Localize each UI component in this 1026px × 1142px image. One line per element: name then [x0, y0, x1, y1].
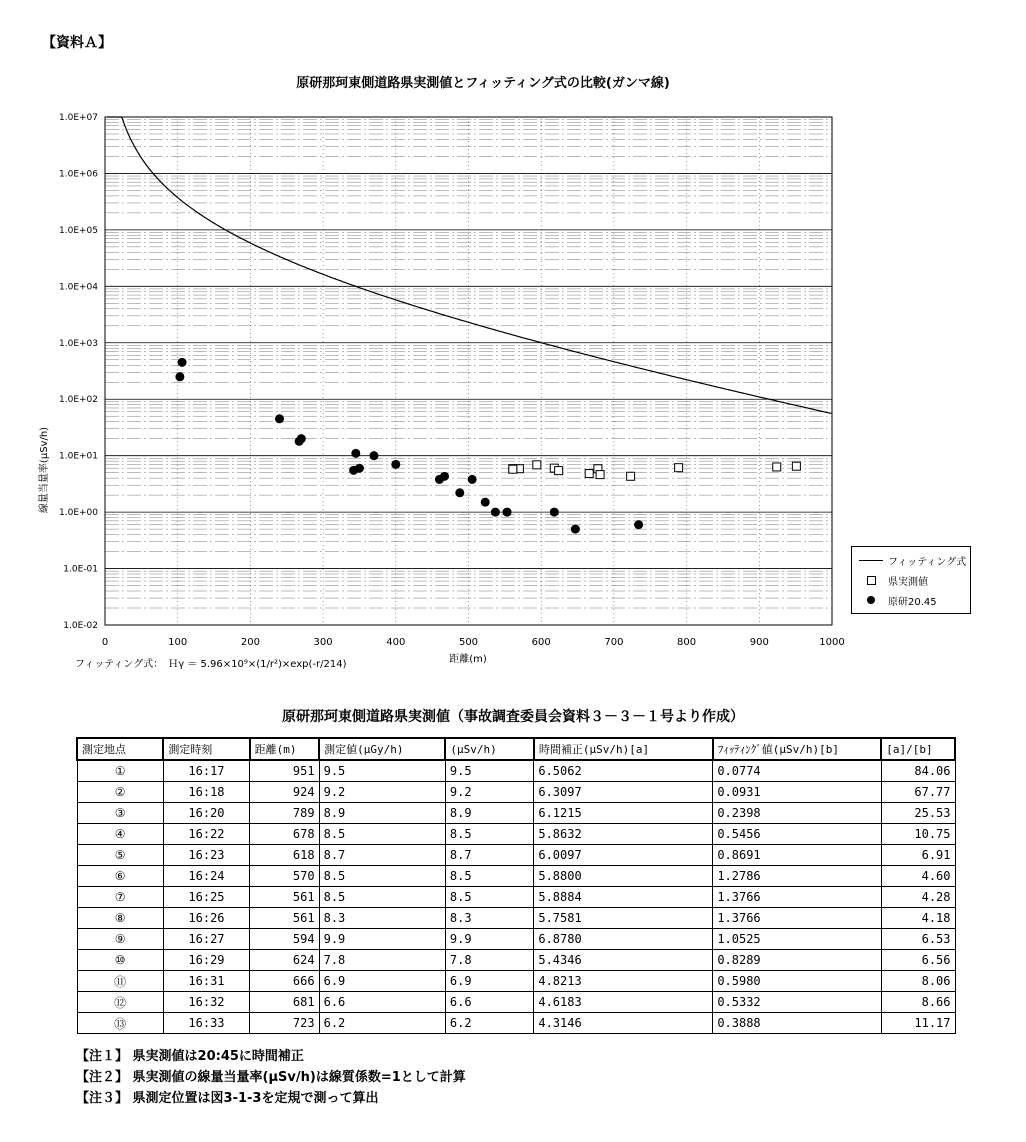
table-cell: 11.17 — [881, 1013, 955, 1034]
table-row — [77, 866, 955, 887]
legend-item-fit — [858, 553, 966, 567]
jaeri-point — [355, 464, 364, 473]
table-cell: 723 — [250, 1013, 319, 1034]
legend-label-prefecture: 県実測値 — [888, 576, 928, 588]
x-tick-label: 200 — [240, 637, 260, 648]
table-cell: 561 — [250, 887, 319, 908]
table-cell: 6.9 — [319, 971, 445, 992]
y-tick-labels — [59, 113, 98, 631]
prefecture-point — [773, 463, 781, 471]
table-cell: ⑩ — [77, 950, 163, 971]
jaeri-point — [440, 472, 449, 481]
table-cell: 1.2786 — [713, 866, 881, 887]
table-cell: 6.5062 — [534, 760, 713, 782]
table-cell: 16:33 — [163, 1013, 249, 1034]
table-cell: 6.0097 — [534, 845, 713, 866]
jaeri-point — [369, 451, 378, 460]
chart-title: 原研那珂東側道路県実測値とフィッティング式の比較(ガンマ線) — [296, 76, 670, 91]
y-tick-label: 1.0E+02 — [59, 395, 98, 406]
table-cell: ⑤ — [77, 845, 163, 866]
table-row — [77, 803, 955, 824]
table-cell: 6.2 — [319, 1013, 445, 1034]
table-cell: ④ — [77, 824, 163, 845]
table-cell: 8.5 — [319, 824, 445, 845]
x-tick-label: 0 — [101, 637, 109, 648]
table-cell: 6.8780 — [534, 929, 713, 950]
y-tick-label: 1.0E+03 — [59, 338, 98, 349]
prefecture-point — [533, 461, 541, 469]
jaeri-point — [571, 525, 580, 534]
table-cell: 16:31 — [163, 971, 249, 992]
jaeri-point — [275, 414, 284, 423]
jaeri-point — [297, 434, 306, 443]
table-cell: 0.5980 — [713, 971, 881, 992]
fitting-formula: フィッティング式： Ｈγ ＝ 5.96×10⁹×(1/r²)×exp(-r/214) — [75, 659, 347, 670]
x-tick-labels — [102, 637, 845, 648]
header-time: 測定時刻 — [163, 738, 249, 760]
table-cell: 16:20 — [163, 803, 249, 824]
table-cell: 9.9 — [445, 929, 533, 950]
table-cell: 0.8289 — [713, 950, 881, 971]
header-fitting-value: ﾌｨｯﾃｨﾝｸﾞ値(μSv/h)[b] — [713, 738, 881, 760]
y-tick-label: 1.0E+05 — [59, 225, 98, 236]
table-cell: 16:17 — [163, 760, 249, 782]
table-cell: 6.3097 — [534, 782, 713, 803]
jaeri-point — [455, 488, 464, 497]
x-tick-label: 600 — [531, 637, 551, 648]
chart-legend — [851, 546, 971, 614]
table-row — [77, 908, 955, 929]
table-cell: 594 — [250, 929, 319, 950]
table-row — [77, 950, 955, 971]
table-cell: 10.75 — [881, 824, 955, 845]
legend-label-jaeri: 原研20.45 — [888, 596, 937, 608]
table-cell: 4.60 — [881, 866, 955, 887]
table-row — [77, 992, 955, 1013]
note-2: 【注２】 県実測値の線量当量率(μSv/h)は線質係数=1として計算 — [76, 1070, 466, 1085]
table-cell: 8.5 — [319, 887, 445, 908]
header-ratio: [a]/[b] — [881, 738, 955, 760]
table-cell: 5.4346 — [534, 950, 713, 971]
jaeri-point — [491, 508, 500, 517]
table-row — [77, 845, 955, 866]
table-cell: 4.18 — [881, 908, 955, 929]
table-cell: 25.53 — [881, 803, 955, 824]
legend-dot-symbol — [858, 596, 884, 604]
x-tick-label: 800 — [677, 637, 697, 648]
jaeri-point — [468, 475, 477, 484]
grid-lines — [105, 117, 832, 625]
y-tick-label: 1.0E+01 — [59, 451, 98, 462]
x-tick-label: 300 — [313, 637, 333, 648]
table-cell: 6.56 — [881, 950, 955, 971]
table-cell: 8.5 — [319, 866, 445, 887]
table-header-row — [77, 738, 955, 760]
note-3: 【注３】 県測定位置は図3-1-3を定規で測って算出 — [76, 1091, 379, 1106]
legend-item-jaeri — [858, 593, 937, 607]
table-cell: 16:25 — [163, 887, 249, 908]
jaeri-point — [481, 498, 490, 507]
table-row — [77, 760, 955, 782]
table-cell: 16:27 — [163, 929, 249, 950]
y-tick-label: 1.0E+04 — [59, 282, 98, 293]
legend-item-prefecture — [858, 573, 928, 587]
table-cell: 6.6 — [319, 992, 445, 1013]
table-row — [77, 971, 955, 992]
table-cell: ② — [77, 782, 163, 803]
table-cell: 8.5 — [445, 824, 533, 845]
table-cell: 0.8691 — [713, 845, 881, 866]
y-tick-label: 1.0E-02 — [63, 621, 98, 631]
table-cell: 16:23 — [163, 845, 249, 866]
prefecture-point — [627, 472, 635, 480]
table-cell: 9.2 — [319, 782, 445, 803]
table-row — [77, 824, 955, 845]
table-row — [77, 929, 955, 950]
table-cell: 5.8632 — [534, 824, 713, 845]
y-axis-label: 線量当量率(μSv/h) — [39, 426, 50, 514]
header-measured-sv: (μSv/h) — [445, 738, 533, 760]
table-cell: 1.3766 — [713, 887, 881, 908]
table-cell: 0.0774 — [713, 760, 881, 782]
table-body — [77, 760, 955, 1034]
table-cell: 6.91 — [881, 845, 955, 866]
table-cell: 9.2 — [445, 782, 533, 803]
table-cell: 7.8 — [445, 950, 533, 971]
table-cell: 16:24 — [163, 866, 249, 887]
x-axis-label: 距離(m) — [449, 654, 487, 665]
table-cell: 1.0525 — [713, 929, 881, 950]
prefecture-point — [509, 465, 517, 473]
x-tick-label: 500 — [458, 637, 479, 648]
jaeri-points — [175, 358, 643, 534]
prefecture-point — [596, 471, 604, 479]
y-tick-label: 1.0E+06 — [59, 169, 98, 180]
header-point: 測定地点 — [77, 738, 163, 760]
table-cell: 0.5332 — [713, 992, 881, 1013]
prefecture-point — [675, 464, 683, 472]
table-cell: 9.9 — [319, 929, 445, 950]
jaeri-point — [550, 508, 559, 517]
table-cell: ⑥ — [77, 866, 163, 887]
table-cell: 6.2 — [445, 1013, 533, 1034]
table-cell: 16:22 — [163, 824, 249, 845]
table-cell: 8.9 — [445, 803, 533, 824]
table-row — [77, 1013, 955, 1034]
table-cell: 624 — [250, 950, 319, 971]
table-cell: 16:18 — [163, 782, 249, 803]
table-cell: 8.7 — [319, 845, 445, 866]
table-cell: 16:26 — [163, 908, 249, 929]
x-tick-label: 700 — [604, 637, 624, 648]
header-measured-gy: 測定値(μGy/h) — [319, 738, 445, 760]
table-cell: 8.3 — [445, 908, 533, 929]
table-cell: 5.8884 — [534, 887, 713, 908]
table-title: 原研那珂東側道路県実測値（事故調査委員会資料３－３－１号より作成） — [282, 709, 744, 725]
table-cell: 6.6 — [445, 992, 533, 1013]
y-tick-label: 1.0E+00 — [59, 508, 98, 519]
table-cell: 570 — [250, 866, 319, 887]
table-cell: 0.2398 — [713, 803, 881, 824]
table-cell: 681 — [250, 992, 319, 1013]
table-cell: 5.8800 — [534, 866, 713, 887]
jaeri-point — [351, 449, 360, 458]
legend-square-symbol — [858, 576, 884, 585]
legend-line-symbol — [858, 560, 884, 561]
table-cell: ⑬ — [77, 1013, 163, 1034]
table-cell: 951 — [250, 760, 319, 782]
table-cell: 8.06 — [881, 971, 955, 992]
table-cell: 8.5 — [445, 887, 533, 908]
table-cell: 8.3 — [319, 908, 445, 929]
table-cell: 9.5 — [445, 760, 533, 782]
table-cell: 1.3766 — [713, 908, 881, 929]
table-cell: 16:32 — [163, 992, 249, 1013]
table-cell: 16:29 — [163, 950, 249, 971]
jaeri-point — [391, 460, 400, 469]
table-row — [77, 887, 955, 908]
table-cell: 6.1215 — [534, 803, 713, 824]
prefecture-measured-points — [509, 461, 801, 480]
table-cell: ⑫ — [77, 992, 163, 1013]
table-cell: 561 — [250, 908, 319, 929]
x-tick-label: 400 — [386, 637, 406, 648]
table-cell: 618 — [250, 845, 319, 866]
table-cell: 678 — [250, 824, 319, 845]
table-cell: 0.3888 — [713, 1013, 881, 1034]
y-tick-label: 1.0E-01 — [63, 564, 98, 575]
legend-label-fit: フィッティング式 — [888, 556, 967, 568]
table-cell: 0.0931 — [713, 782, 881, 803]
table-cell: 4.28 — [881, 887, 955, 908]
table-cell: 8.9 — [319, 803, 445, 824]
table-cell: ⑧ — [77, 908, 163, 929]
x-tick-label: 100 — [168, 637, 188, 648]
table-cell: ③ — [77, 803, 163, 824]
table-cell: 4.8213 — [534, 971, 713, 992]
prefecture-point — [555, 467, 563, 475]
measurement-table — [76, 737, 956, 1034]
x-tick-label: 1000 — [819, 637, 845, 648]
table-cell: ⑦ — [77, 887, 163, 908]
table-cell: 0.5456 — [713, 824, 881, 845]
table-cell: 7.8 — [319, 950, 445, 971]
jaeri-point — [503, 508, 512, 517]
table-cell: 8.5 — [445, 866, 533, 887]
table-cell: 6.9 — [445, 971, 533, 992]
table-cell: ⑨ — [77, 929, 163, 950]
jaeri-point — [634, 520, 643, 529]
jaeri-point — [178, 358, 187, 367]
table-cell: 4.6183 — [534, 992, 713, 1013]
header-distance: 距離(m) — [250, 738, 319, 760]
table-cell: ⑪ — [77, 971, 163, 992]
y-tick-label: 1.0E+07 — [59, 113, 98, 123]
table-cell: 924 — [250, 782, 319, 803]
notes — [76, 1046, 466, 1109]
table-cell: 8.7 — [445, 845, 533, 866]
jaeri-point — [175, 372, 184, 381]
table-cell: 4.3146 — [534, 1013, 713, 1034]
table-cell: 666 — [250, 971, 319, 992]
table-cell: 5.7581 — [534, 908, 713, 929]
header-time-corrected: 時間補正(μSv/h)[a] — [534, 738, 713, 760]
table-cell: 6.53 — [881, 929, 955, 950]
prefecture-point — [792, 462, 800, 470]
x-tick-label: 900 — [749, 637, 769, 648]
note-1: 【注１】 県実測値は20:45に時間補正 — [76, 1049, 304, 1064]
table-row — [77, 782, 955, 803]
table-cell: 67.77 — [881, 782, 955, 803]
table-cell: 84.06 — [881, 760, 955, 782]
table-cell: 8.66 — [881, 992, 955, 1013]
table-cell: ① — [77, 760, 163, 782]
table-cell: 789 — [250, 803, 319, 824]
prefecture-point — [585, 470, 593, 478]
document-label: 【資料Ａ】 — [42, 35, 112, 51]
table-cell: 9.5 — [319, 760, 445, 782]
fitting-curve — [107, 117, 831, 413]
